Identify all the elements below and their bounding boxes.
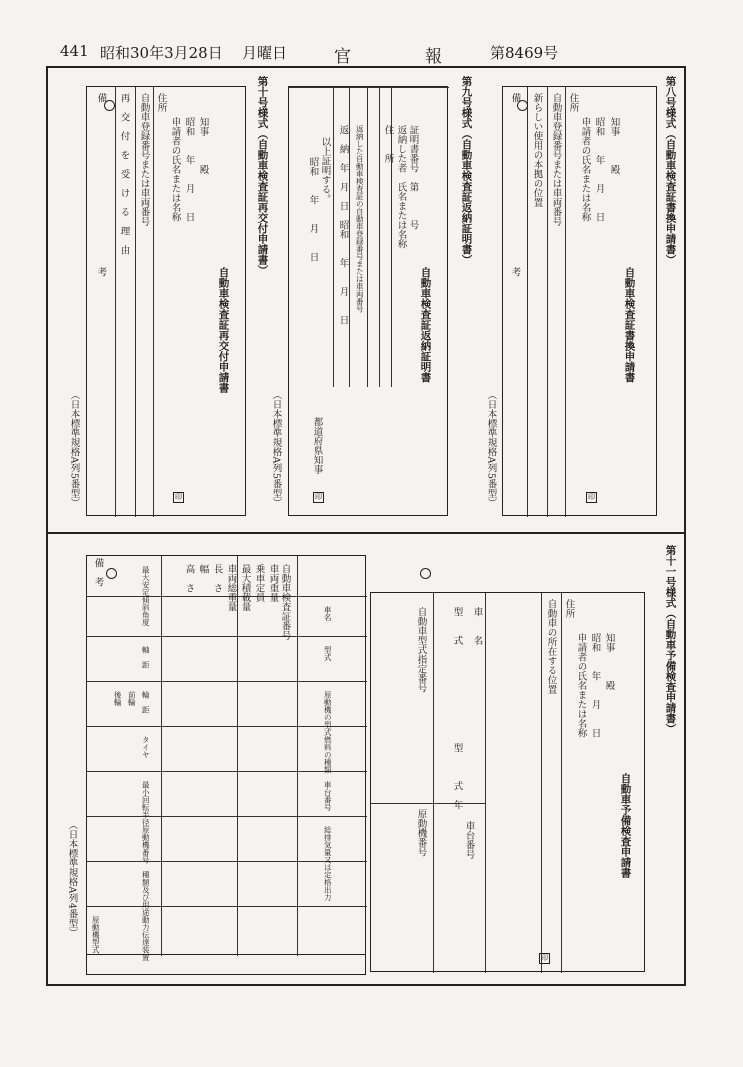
form8-seal: 印: [588, 493, 595, 501]
center-divider: [46, 532, 686, 534]
form9-cert-date: 昭和 年 月 日: [307, 157, 319, 262]
spec-row-5: 長 さ: [211, 564, 223, 593]
form9-returner-name: 返納した者 氏名または名称: [395, 125, 407, 249]
form11-spec-table: [86, 555, 366, 961]
form8-row1: 自動車登録番号または車両番号: [550, 93, 562, 226]
spec-row-3: 最大積載量: [239, 564, 251, 612]
form9-returned-item: 返納した自動車検査証の自動車登録番号または車両番号: [355, 125, 365, 313]
mid-row-2: 原動機の型式: [323, 691, 333, 736]
form11-line: [237, 556, 238, 956]
form11-line: [87, 816, 367, 817]
form11-remarks-box: [86, 955, 366, 975]
right-row-8: 種類及び用途: [141, 871, 151, 916]
form10-title: 自動車検査証再交付申請書: [217, 267, 230, 393]
form9-seal: 印: [315, 493, 322, 501]
mid-row-1: 型式: [323, 646, 333, 661]
issue-date: 昭和30年3月28日: [100, 44, 223, 62]
right-row-4: 後輪: [113, 691, 123, 706]
form9-title: 自動車検査証返納証明書: [419, 267, 432, 383]
form8-standard: （日本標準規格A列5番型）: [485, 390, 497, 508]
form8-remarks-2: 考: [509, 267, 521, 277]
spec-row-2: 乗車定員: [253, 564, 265, 602]
form10-standard: （日本標準規格A列5番型）: [68, 390, 80, 508]
form10-address: 住所: [155, 93, 167, 112]
form9-tag: 第九号様式（自動車検査証返納証明書）: [460, 76, 473, 265]
form8-date: 昭和 年 月 日: [593, 117, 605, 222]
form11-line: [87, 906, 367, 907]
right-row-3: 前輪: [127, 691, 137, 706]
form11-header-box: [370, 592, 645, 972]
form8-address: 住所: [567, 93, 579, 112]
form9-line: [367, 87, 368, 387]
right-row-0: 最大安定傾斜角度: [141, 566, 151, 626]
form9-line: [289, 87, 449, 88]
spec-row-0: 自動車検査証番号: [279, 564, 291, 640]
form11-line: [433, 803, 485, 804]
spec-row-1: 車両重量: [267, 564, 279, 602]
mid-row-0: 車名: [323, 606, 333, 621]
form9-line: [379, 87, 380, 387]
form10-box: [86, 86, 246, 516]
form9-returner-addr: 住 所: [382, 125, 394, 163]
paper-name-2: 報: [425, 47, 442, 67]
form11-recipient: 知事 殿: [603, 633, 615, 690]
form11-date: 昭和 年 月 日: [589, 633, 601, 738]
form11-standard: （日本標準規格A列4番型）: [66, 820, 78, 938]
form10-remarks-2: 考: [95, 267, 107, 277]
form9-line: [333, 87, 334, 387]
mid-row-3: 燃料の種類: [323, 736, 333, 774]
right-row-1: 軸 距: [141, 646, 151, 669]
form9-issuer: 都道府県知事: [311, 417, 323, 474]
form10-seal: 印: [175, 493, 182, 501]
form9-box: [288, 86, 448, 516]
form11-model: 型 式: [451, 607, 463, 645]
punch-hole-icon: [517, 100, 528, 111]
right-row-2: 輪 距: [141, 691, 151, 714]
form8-recipient: 知事 殿: [608, 117, 620, 174]
form11-line: [433, 593, 434, 973]
form8-box: [502, 86, 657, 516]
form11-car-name: 車 名: [471, 607, 483, 645]
form11-line: [161, 556, 162, 956]
form10-row2: 再 交 付 を 受 け る 理 由: [118, 93, 130, 255]
form11-line: [87, 636, 367, 637]
form11-seal: 印: [541, 954, 548, 962]
spec-row-7: 高 さ: [183, 564, 195, 593]
form10-line: [153, 87, 154, 517]
punch-hole-icon: [104, 100, 115, 111]
form9-return-date: 返 納 年 月 日 昭和 年 月 日: [337, 125, 349, 325]
form8-row2: 新らしい使用の本拠の位置: [531, 93, 543, 207]
form11-line: [87, 681, 367, 682]
form11-line: [297, 556, 298, 956]
form11-designation: 自動車型式指定番号: [415, 607, 427, 693]
form8-line: [527, 87, 528, 517]
form8-line: [565, 87, 566, 517]
mid-row-5: 総排気量又は定格出力: [323, 826, 333, 901]
page-header: [60, 42, 703, 68]
form11-title: 自動車予備検査申請書: [619, 773, 632, 878]
page-number: 441: [60, 42, 89, 60]
form8-remarks-1: 備: [509, 93, 521, 103]
form8-line: [547, 87, 548, 517]
right-row-9: 動力伝達装置: [141, 916, 151, 961]
form10-remarks-1: 備: [95, 93, 107, 103]
form9-cert-no: 証明書番号 第 号: [407, 125, 419, 230]
right-row-6: 最小回転半径: [141, 781, 151, 826]
form11-tag: 第十一号様式（自動車予備検査申請書）: [664, 545, 677, 734]
form10-line: [115, 87, 116, 517]
form8-tag: 第八号様式（自動車検査証書換申請書）: [664, 76, 677, 265]
form9-line: [349, 87, 350, 387]
form11-address: 住所: [563, 599, 575, 618]
spec-row-6: 幅: [197, 564, 209, 574]
right-row-7: 原動機番号: [141, 826, 151, 864]
form11-engine-no-top: 原動機番号: [415, 809, 427, 857]
form11-line: [541, 593, 542, 973]
form8-applicant: 申請者の氏名または名称: [579, 117, 591, 222]
form11-model-year: 型 式 年: [451, 743, 463, 810]
form10-recipient: 知事 殿: [197, 117, 209, 174]
form9-certify: 以上証明する。: [319, 137, 331, 204]
form10-row1: 自動車登録番号または車両番号: [138, 93, 150, 226]
form10-applicant: 申請者の氏名または名称: [169, 117, 181, 222]
paper-name-1: 官: [334, 47, 351, 67]
form11-location: 自動車の所在する位置: [545, 599, 557, 694]
right-row-5: タイヤ: [141, 736, 151, 759]
spec-row-4: 車両総重量: [225, 564, 237, 612]
form8-title: 自動車検査証書換申請書: [623, 267, 636, 383]
mid-row-4: 車台番号: [323, 781, 333, 811]
form11-chassis-no: 車台番号: [463, 821, 475, 859]
form10-date: 昭和 年 月 日: [183, 117, 195, 222]
form9-standard: （日本標準規格A列5番型）: [270, 390, 282, 508]
weekday: 月曜日: [242, 44, 288, 62]
form11-line: [485, 593, 486, 973]
form10-tag: 第十号様式（自動車検査証再交付申請書）: [256, 76, 269, 276]
punch-hole-icon: [420, 568, 431, 579]
engine-model-label: 原動機型式: [91, 916, 101, 954]
form11-line: [371, 803, 433, 804]
issue-number: 第8469号: [490, 44, 559, 62]
form11-remarks: 備 考: [92, 558, 104, 587]
form11-line: [561, 593, 562, 973]
form11-applicant: 申請者の氏名または名称: [575, 633, 587, 738]
form10-line: [135, 87, 136, 517]
